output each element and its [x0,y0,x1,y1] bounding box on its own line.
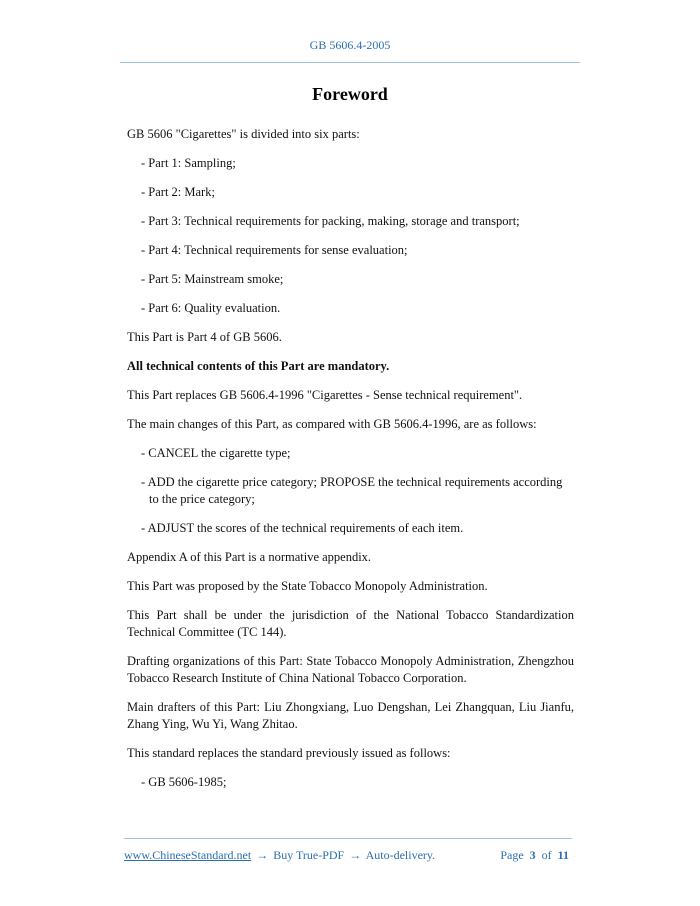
page-header [0,38,700,53]
auto-delivery-text: Auto-delivery. [365,848,436,862]
replaces-statement: This Part replaces GB 5606.4-1996 "Cigarettes - Sense technical requirement". [127,388,523,402]
part-list-item: - Part 1: Sampling; [141,156,236,170]
total-pages-number: 11 [557,848,569,862]
change-list-item: - ADJUST the scores of the technical requirements of each item. [141,521,464,535]
current-page-number: 3 [529,848,536,862]
arrow-right-icon: → [256,848,269,862]
change-list-item: - ADD the cigarette price category; PROPOSE the technical requirements according to the price category; [141,475,563,506]
proposed-by-statement: This Part was proposed by the State Tobacco Monopoly Administration. [127,579,488,593]
intro-paragraph: GB 5606 "Cigarettes" is divided into six parts: [127,127,360,141]
site-link[interactable]: www.ChineseStandard.net [124,848,252,862]
change-list-item: - CANCEL the cigarette type; [141,446,291,460]
drafting-organizations: Drafting organizations of this Part: State Tobacco Monopoly Administration, Zhengzhou Tobacco Research Institute of China National Tobacco Corporation. [127,654,574,685]
footer-links [124,848,435,863]
part-list-item: - Part 6: Quality evaluation. [141,301,281,315]
appendix-statement: Appendix A of this Part is a normative appendix. [127,550,372,564]
mandatory-statement: All technical contents of this Part are mandatory. [127,359,390,373]
changes-intro: The main changes of this Part, as compared with GB 5606.4-1996, are as follows: [127,417,537,431]
part-statement: This Part is Part 4 of GB 5606. [127,330,282,344]
page-title: Foreword [312,84,388,104]
jurisdiction-statement: This Part shall be under the jurisdiction of the National Tobacco Standardization Technical Committee (TC 144). [127,608,574,639]
arrow-right-icon: → [349,848,362,862]
page-indicator [500,848,572,863]
main-drafters: Main drafters of this Part: Liu Zhongxiang, Luo Dengshan, Lei Zhangquan, Liu Jianfu, Zhang Ying, Wu Yi, Wang Zhitao. [127,700,574,731]
part-list-item: - Part 3: Technical requirements for packing, making, storage and transport; [141,214,520,228]
part-list-item: - Part 4: Technical requirements for sense evaluation; [141,243,408,257]
header-divider [120,62,580,63]
doc-code: GB 5606.4-2005 [309,38,391,52]
part-list-item: - Part 2: Mark; [141,185,215,199]
footer-divider [124,838,572,839]
page-label: Page [500,848,524,862]
previous-standard-item: - GB 5606-1985; [141,775,227,789]
page-of-label: of [541,848,552,862]
buy-pdf-link[interactable]: Buy True-PDF [273,848,345,862]
part-list-item: - Part 5: Mainstream smoke; [141,272,284,286]
previous-standards-intro: This standard replaces the standard previously issued as follows: [127,746,451,760]
document-body [127,126,574,803]
